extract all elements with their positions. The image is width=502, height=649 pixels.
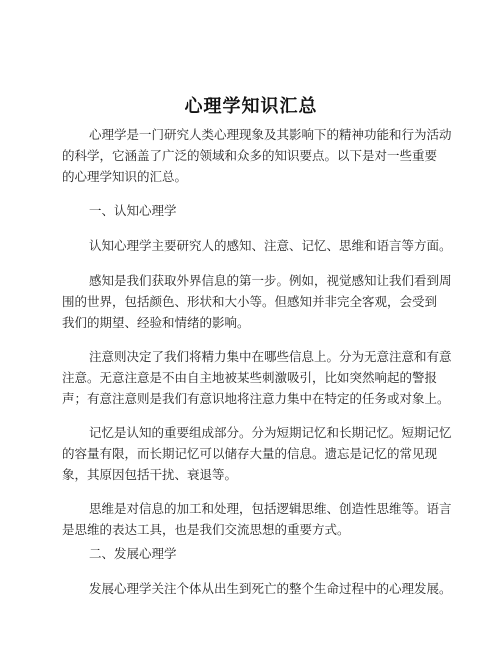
text-line: 心理学是一门研究人类心理现象及其影响下的精神功能和行为活动 <box>89 127 452 142</box>
paragraph-thinking <box>62 498 452 540</box>
paragraph-developmental-overview <box>62 578 452 599</box>
paragraph-attention <box>62 346 452 409</box>
text-line: 的容量有限，而长期记忆可以储存大量的信息。遗忘是记忆的常见现 <box>62 446 438 461</box>
text-line: 象，其原因包括干扰、衰退等。 <box>62 467 238 482</box>
section-heading: 二、发展心理学 <box>89 546 177 561</box>
text-line: 声；有意注意则是我们有意识地将注意力集中在特定的任务或对象上。 <box>62 391 450 406</box>
text-line: 注意。无意注意是不由自主地被某些刺激吸引，比如突然响起的警报 <box>62 370 438 385</box>
section-heading: 一、认知心理学 <box>89 203 177 218</box>
paragraph-memory <box>62 422 452 485</box>
text-line: 是思维的表达工具，也是我们交流思想的重要方式。 <box>62 522 350 537</box>
paragraph-cognitive-overview <box>62 235 452 256</box>
paragraph-perception <box>62 270 452 333</box>
text-line: 注意则决定了我们将精力集中在哪些信息上。分为无意注意和有意 <box>89 349 452 364</box>
text-line: 的科学，它涵盖了广泛的领域和众多的知识要点。以下是对一些重要 <box>62 148 438 163</box>
text-line: 认知心理学主要研究人的感知、注意、记忆、思维和语言等方面。 <box>89 238 452 253</box>
paragraph-intro <box>62 124 452 187</box>
text-line: 围的世界，包括颜色、形状和大小等。但感知并非完全客观，会受到 <box>62 294 438 309</box>
text-line: 的心理学知识的汇总。 <box>62 169 188 184</box>
text-line: 记忆是认知的重要组成部分。分为短期记忆和长期记忆。短期记忆 <box>89 425 452 440</box>
text-line: 感知是我们获取外界信息的第一步。例如，视觉感知让我们看到周 <box>89 273 452 288</box>
text-line: 思维是对信息的加工和处理，包括逻辑思维、创造性思维等。语言 <box>89 501 452 516</box>
document-title: 心理学知识汇总 <box>184 96 318 117</box>
section-heading-cognitive <box>62 200 452 221</box>
text-line: 我们的期望、经验和情绪的影响。 <box>62 315 250 330</box>
text-line: 发展心理学关注个体从出生到死亡的整个生命过程中的心理发展。 <box>89 581 452 596</box>
section-heading-developmental <box>62 543 452 564</box>
